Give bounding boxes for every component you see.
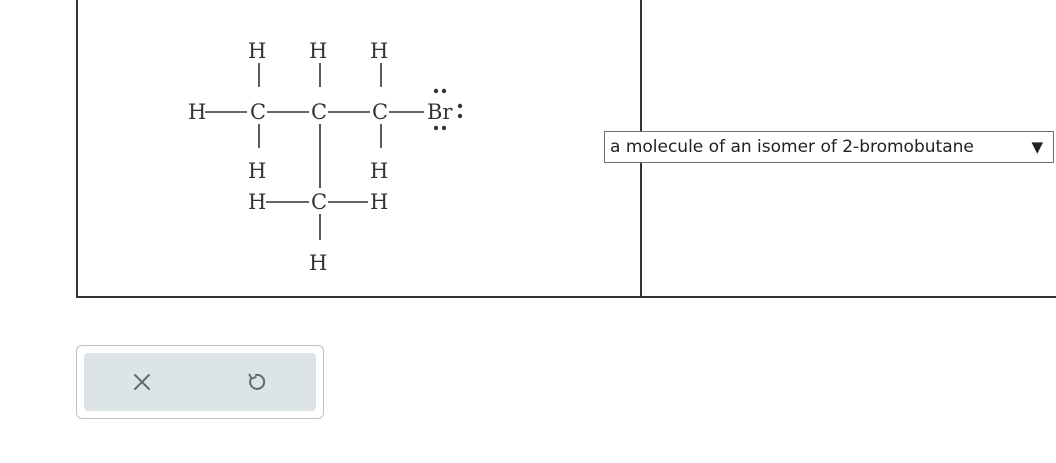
atom-c3: C [372,100,389,124]
atom-c-methyl: C [311,190,328,214]
atom-h-bottom-c3: H [370,159,389,183]
atom-h-bottom-c1: H [248,159,267,183]
atom-h-methyl-right: H [370,190,389,214]
close-icon [132,372,152,392]
answer-tools-bar [84,353,316,411]
answer-tools-panel [76,345,324,419]
dropdown-selected-value: a molecule of an isomer of 2-bromobutane [610,137,974,157]
molecule-type-dropdown[interactable] [604,131,1054,163]
atom-h-methyl-left: H [248,190,267,214]
atom-h-left: H [188,100,207,124]
atom-h-top-3: H [370,39,389,63]
atom-c1: C [250,100,267,124]
undo-button[interactable] [239,365,273,399]
atom-h-top-2: H [309,39,328,63]
atom-br: Br [427,100,453,124]
clear-button[interactable] [125,365,159,399]
atom-h-top-1: H [248,39,267,63]
atom-h-methyl-bottom: H [309,251,328,275]
undo-icon [245,371,267,393]
chevron-down-icon: ▼ [1031,138,1043,156]
lewis-structure [78,0,638,296]
atom-c2: C [311,100,328,124]
